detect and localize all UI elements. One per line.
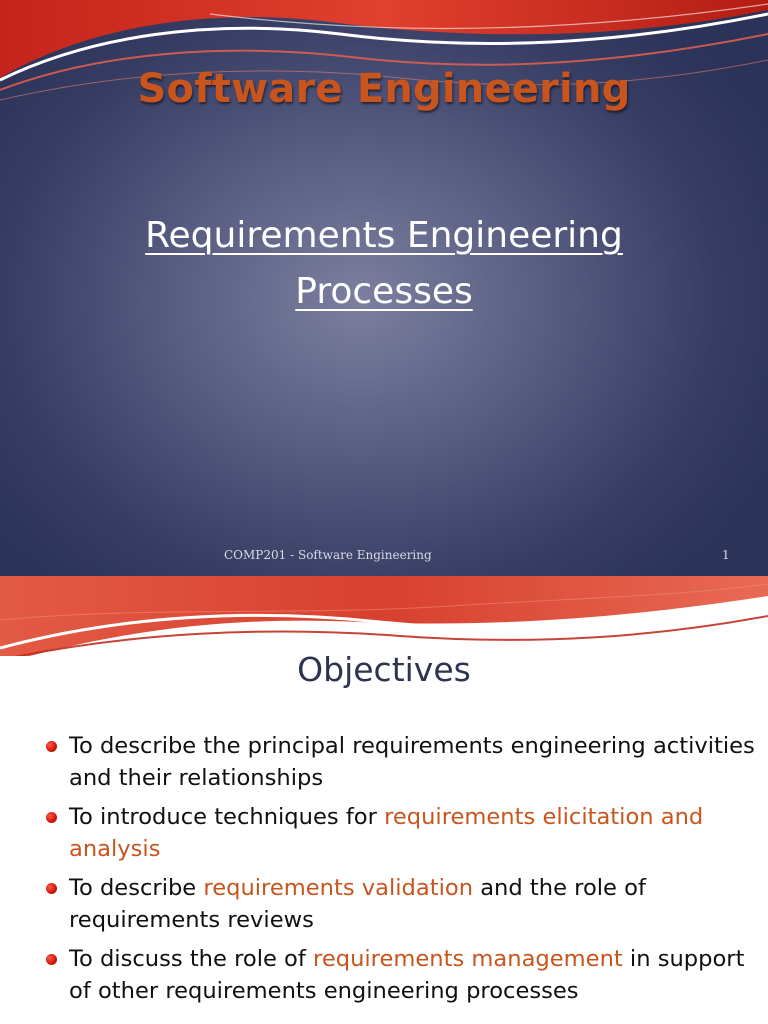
slide2-header-wave: [0, 576, 768, 656]
objectives-slide: [0, 576, 768, 1024]
footer-text: COMP201 - Software Engineering: [224, 548, 432, 562]
bullet-text: and the role of requirements reviews: [69, 875, 646, 933]
bullet-text: in support of other requirements engineering processes: [69, 946, 745, 1004]
bullet-dot-icon: [46, 741, 57, 752]
highlight-text: requirements management: [313, 946, 623, 972]
list-item: [46, 730, 756, 794]
bullet-text: To describe the principal requirements engineering activities and their relationships: [69, 733, 755, 791]
objectives-title: Objectives: [297, 650, 471, 689]
bullet-text: To describe: [69, 875, 204, 901]
subtitle-line-1: Requirements Engineering: [145, 215, 623, 256]
bullet-dot-icon: [46, 883, 57, 894]
objectives-list: [46, 730, 756, 1014]
list-item: [46, 872, 756, 936]
subtitle-line-2: Processes: [295, 271, 473, 312]
bullet-text: To discuss the role of: [69, 946, 314, 972]
page-number: 1: [722, 548, 730, 562]
list-item: [46, 943, 756, 1007]
slide-title: Software Engineering: [137, 66, 631, 112]
highlight-text: requirements validation: [203, 875, 474, 901]
bullet-dot-icon: [46, 954, 57, 965]
highlight-text: requirements elicitation and analysis: [69, 804, 704, 862]
bullet-text: To introduce techniques for: [69, 804, 385, 830]
bullet-dot-icon: [46, 812, 57, 823]
slide-subtitle: [0, 208, 768, 320]
list-item: [46, 801, 756, 865]
